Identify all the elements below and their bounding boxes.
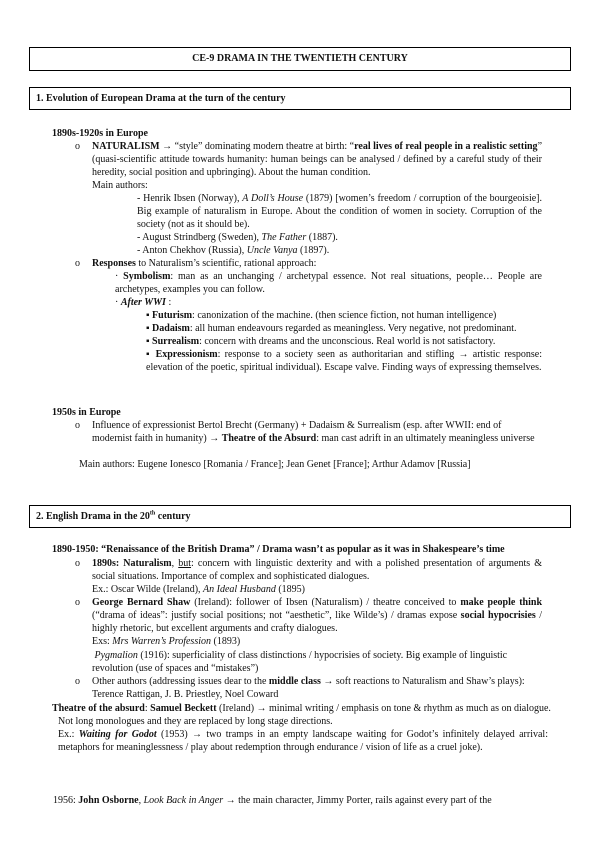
text-run: → the main character, Jimmy Porter, rails against every part of the bbox=[223, 795, 492, 806]
bullet-icon: o bbox=[75, 258, 80, 269]
document-title: CE-9 DRAMA IN THE TWENTIETH CENTURY bbox=[29, 47, 571, 71]
text-run: : canonization of the machine. (then science fiction, not human intelligence) bbox=[192, 310, 497, 321]
bullet-icon: o bbox=[75, 676, 80, 687]
text-run: : concern with dreams and the unconscious. Real world is not satisfactory. bbox=[199, 336, 496, 347]
bullet-icon: o bbox=[75, 597, 80, 608]
text-run: NATURALISM → bbox=[92, 141, 173, 152]
text-run: : concern with linguistic dexterity and with a polished presentation of arguments & social situations. Importance of complex and sophisticated dialogues. bbox=[92, 558, 542, 583]
bullet-icon: o bbox=[75, 558, 80, 569]
pygmalion-example bbox=[92, 649, 542, 675]
text-run: Influence of expressionist Bertol Brecht (Germany) + Dadaism & Surrealism (esp. after WWII: end of modernist faith in humanity) → bbox=[92, 420, 502, 445]
text-run: George Bernard Shaw bbox=[92, 597, 191, 608]
after-wwi-item bbox=[115, 296, 171, 309]
godot-example bbox=[58, 728, 548, 754]
text-run: Theatre of the Absurd bbox=[221, 433, 317, 445]
symbolism-item bbox=[115, 270, 542, 296]
absurd-item bbox=[52, 702, 554, 728]
text-run: (1895) bbox=[275, 584, 305, 595]
text-run: · bbox=[115, 271, 124, 282]
text-run: soft reactions to Naturalism and Shaw’s plays): Terence Rattigan, J. B. Priestley, Noel Coward bbox=[92, 676, 525, 701]
text-run: John Osborne bbox=[78, 795, 139, 806]
ibsen-item bbox=[137, 192, 542, 232]
text-run: The Father bbox=[261, 232, 307, 243]
text-run: real lives of real people in a realistic setting bbox=[354, 141, 538, 152]
main-authors-label: Main authors: bbox=[92, 180, 148, 191]
strindberg-item bbox=[137, 231, 338, 244]
text-run: - Anton Chekhov (Russia), bbox=[137, 245, 247, 256]
text-run: After WWI bbox=[120, 297, 166, 308]
text-run: A Doll’s House bbox=[242, 193, 304, 204]
text-run: Futurism bbox=[152, 310, 193, 321]
influence-item bbox=[75, 419, 542, 445]
heading-superscript: th bbox=[149, 510, 156, 517]
text-run: 1890s: Naturalism bbox=[92, 558, 172, 569]
warren-example bbox=[92, 635, 240, 648]
text-run: ▪ bbox=[146, 336, 153, 347]
text-run: An Ideal Husband bbox=[203, 584, 276, 595]
text-run: Other authors (addressing issues dear to the bbox=[92, 676, 269, 687]
section-heading-1: 1. Evolution of European Drama at the turn of the century bbox=[29, 87, 571, 110]
text-run: , bbox=[138, 795, 144, 806]
text-run: (1893) bbox=[211, 636, 241, 647]
text-run: Mrs Warren’s Profession bbox=[112, 636, 211, 647]
text-run: Expressionism bbox=[155, 349, 218, 360]
text-run: Look Back in Anger bbox=[143, 795, 224, 806]
period-heading-1950s: 1950s in Europe bbox=[52, 407, 121, 418]
text-run: Pygmalion bbox=[94, 650, 138, 661]
text-run: 1956: bbox=[53, 795, 79, 806]
text-run: Symbolism bbox=[123, 271, 171, 282]
text-run: Theatre of the absurd bbox=[52, 703, 145, 714]
text-run: (Ireland): follower of Ibsen (Naturalism) / theatre conceived to bbox=[190, 597, 461, 608]
text-run: - Henrik Ibsen (Norway), bbox=[137, 193, 243, 204]
text-run: ▪ bbox=[146, 310, 153, 321]
text-run: but bbox=[178, 558, 192, 569]
text-run: (1897). bbox=[297, 245, 330, 256]
osborne-item bbox=[53, 794, 548, 807]
heading-text: 2. English Drama in the 20 bbox=[36, 511, 150, 522]
text-run: Ex.: bbox=[58, 729, 79, 740]
shaw-item bbox=[75, 596, 543, 636]
text-run: Dadaism bbox=[152, 323, 190, 334]
text-run: ▪ bbox=[146, 323, 153, 334]
surrealism-item bbox=[146, 335, 546, 348]
text-run: , bbox=[171, 558, 179, 569]
text-run: / highly rhetoric, but excellent arguments and crafty dialogues. bbox=[92, 610, 542, 635]
text-run: Responses bbox=[92, 258, 136, 269]
section-heading-2 bbox=[29, 505, 571, 528]
text-run: “style” dominating modern theatre at birth: “ bbox=[172, 141, 355, 152]
text-run: middle class → bbox=[268, 676, 334, 687]
text-run: (1953) → two tramps in an empty landscape waiting for Godot’s infinitely delayed arrival: metaphors for meaninglessness / play about redemption through endurance / vision of life as a cruel joke). bbox=[58, 729, 548, 754]
text-run: : man as an unchanging / archetypal essence. Not real situations, people… People are archetypes, examples you can follow. bbox=[115, 271, 542, 296]
text-run: to Naturalism’s scientific, rational approach: bbox=[135, 258, 317, 269]
text-run: - August Strindberg (Sweden), bbox=[137, 232, 262, 243]
main-authors-1950s: Main authors: Eugene Ionesco [Romania / France]; Jean Genet [France]; Arthur Adamov [Russia] bbox=[79, 459, 471, 470]
text-run: Ex.: Oscar Wilde (Ireland), bbox=[92, 584, 204, 595]
wilde-example bbox=[92, 583, 305, 596]
text-run: (1879) [women’s freedom / corruption of the bourgeoisie]. Big example of naturalism in Europe. About the condition of women in society. Corruption of the society (not as it should be). bbox=[137, 193, 542, 231]
text-run: : bbox=[165, 297, 172, 308]
dadaism-item bbox=[146, 322, 546, 335]
text-run: Exs: bbox=[92, 636, 113, 647]
text-run: ▪ bbox=[146, 349, 156, 360]
text-run: Waiting for Godot bbox=[78, 729, 157, 740]
period-heading-1890-1950: 1890-1950: “Renaissance of the British Drama” / Drama wasn’t as popular as it was in Shakespeare’s time bbox=[52, 544, 505, 555]
text-run: (1887). bbox=[306, 232, 338, 243]
expressionism-item bbox=[146, 348, 542, 374]
text-run: ” (quasi-scientific attitude towards humanity: human beings can be analysed / defined by a careful study of their heredity, social position and upbringing). About the human condition. bbox=[92, 141, 543, 179]
text-run: Uncle Vanya bbox=[246, 245, 298, 256]
period-heading-1890s: 1890s-1920s in Europe bbox=[52, 128, 148, 139]
text-run: · bbox=[115, 297, 121, 308]
text-run: social hypocrisies bbox=[460, 610, 536, 622]
text-run: (Ireland) → minimal writing / emphasis on tone & rhythm as much as on dialogue. Not long monologues and they are replaced by long stage directions. bbox=[58, 703, 551, 728]
bullet-icon: o bbox=[75, 141, 80, 152]
text-run: : bbox=[144, 703, 151, 714]
text-run: make people think bbox=[460, 597, 543, 608]
other-authors-item bbox=[75, 675, 542, 701]
chekhov-item bbox=[137, 244, 329, 257]
heading-text: century bbox=[155, 511, 191, 522]
naturalism-item bbox=[75, 140, 543, 180]
text-run: (1916): superficiality of class distinctions / hypocrisies of society. Big example of linguistic revolution (use of spaces and “mistakes”) bbox=[92, 650, 508, 675]
bullet-icon: o bbox=[75, 420, 80, 431]
text-run: : all human endeavours regarded as meaningless. Very negative, not predominant. bbox=[189, 323, 517, 334]
responses-item bbox=[75, 257, 317, 270]
naturalism-1890s-item bbox=[75, 557, 542, 583]
text-run: Surrealism bbox=[152, 336, 200, 347]
text-run: : man cast adrift in an ultimately meaningless universe bbox=[316, 433, 535, 445]
text-run: Samuel Beckett bbox=[150, 703, 217, 714]
text-run: (“drama of ideas”: justify social positions; not “aesthetic”, like Wilde’s) / dramas expose bbox=[92, 610, 461, 622]
text-run: : response to a society seen as authoritarian and stifling → artistic response: elevation of the poetic, spiritual individual). Escape valve. Finding ways of expressing themselves. bbox=[146, 349, 542, 374]
futurism-item bbox=[146, 309, 546, 322]
